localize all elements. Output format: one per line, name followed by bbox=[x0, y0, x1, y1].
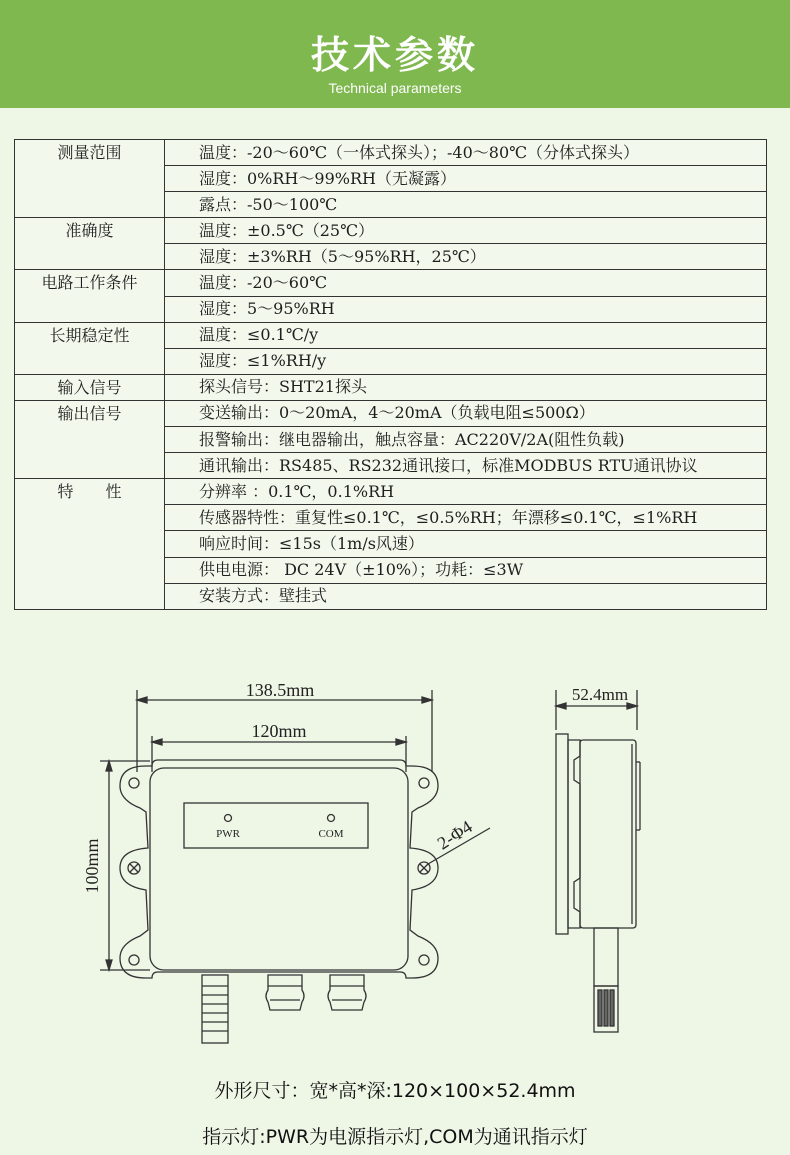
mount-hole bbox=[419, 955, 429, 965]
parameter-category: 输入信号 bbox=[15, 374, 165, 400]
parameter-value: 供电电源： DC 24V（±10%）；功耗：≤3W bbox=[165, 557, 767, 583]
arrowhead bbox=[106, 761, 112, 771]
dim-label-overall: 138.5mm bbox=[245, 680, 315, 700]
arrowhead bbox=[152, 739, 162, 745]
table-row bbox=[15, 479, 767, 505]
parameter-value: 变送输出：0～20mA，4～20mA（负载电阻≤500Ω） bbox=[165, 400, 767, 426]
parameter-value: 探头信号：SHT21探头 bbox=[165, 374, 767, 400]
enclosure-front-panel bbox=[150, 768, 408, 970]
parameter-category: 特 性 bbox=[15, 479, 165, 609]
parameter-value: 温度：≤0.1℃/y bbox=[165, 322, 767, 348]
parameter-value: 响应时间：≤15s（1m/s风速） bbox=[165, 531, 767, 557]
parameter-value: 分辨率 ：0.1℃，0.1%RH bbox=[165, 479, 767, 505]
arrowhead bbox=[422, 697, 432, 703]
dim-label-inner: 120mm bbox=[251, 721, 307, 741]
arrowhead bbox=[396, 739, 406, 745]
indicator-caption: 指示灯:PWR为电源指示灯,COM为通讯指示灯 bbox=[202, 1126, 588, 1148]
side-base-plate bbox=[556, 734, 568, 934]
header-banner bbox=[0, 0, 790, 108]
parameter-category: 长期稳定性 bbox=[15, 322, 165, 374]
led-pwr-label: PWR bbox=[216, 828, 240, 840]
parameter-value: 温度：-20～60℃ bbox=[165, 270, 767, 296]
parameter-value: 传感器特性：重复性≤0.1℃，≤0.5%RH；年漂移≤0.1℃，≤1%RH bbox=[165, 505, 767, 531]
parameter-value: 湿度：5～95%RH bbox=[165, 296, 767, 322]
cable-gland bbox=[266, 975, 304, 1010]
table-row bbox=[15, 270, 767, 296]
enclosure-outline bbox=[120, 760, 438, 978]
parameter-category: 准确度 bbox=[15, 218, 165, 270]
table-row bbox=[15, 400, 767, 426]
page-subtitle: Technical parameters bbox=[328, 80, 462, 96]
arrowhead bbox=[137, 697, 147, 703]
parameter-value: 通讯输出：RS485、RS232通讯接口，标准MODBUS RTU通讯协议 bbox=[165, 453, 767, 479]
mount-hole bbox=[419, 778, 429, 788]
led-pwr-indicator bbox=[225, 815, 232, 822]
parameter-category: 输出信号 bbox=[15, 400, 165, 478]
parameter-value: 湿度：≤1%RH/y bbox=[165, 348, 767, 374]
dimension-drawing bbox=[0, 660, 790, 1055]
parameter-value: 湿度：0%RH～99%RH（无凝露） bbox=[165, 166, 767, 192]
cable-gland bbox=[328, 975, 366, 1010]
parameter-value: 露点：-50～100℃ bbox=[165, 192, 767, 218]
led-com-indicator bbox=[328, 815, 335, 822]
side-probe-stem bbox=[594, 928, 618, 986]
parameter-value: 湿度：±3%RH（5～95%RH，25℃） bbox=[165, 244, 767, 270]
mount-hole bbox=[129, 778, 139, 788]
side-ear-profile bbox=[568, 740, 580, 928]
parameter-table bbox=[14, 139, 767, 610]
mount-hole bbox=[129, 955, 139, 965]
arrowhead bbox=[106, 960, 112, 970]
arrowhead bbox=[627, 703, 637, 709]
parameter-value: 安装方式：壁挂式 bbox=[165, 583, 767, 609]
table-row bbox=[15, 322, 767, 348]
dim-label-depth: 52.4mm bbox=[571, 685, 629, 704]
parameter-value: 温度：-20～60℃（一体式探头）；-40～80℃（分体式探头） bbox=[165, 140, 767, 166]
arrowhead bbox=[556, 703, 566, 709]
page-title: 技术参数 bbox=[310, 33, 479, 77]
probe-body bbox=[202, 975, 228, 1043]
table-row bbox=[15, 218, 767, 244]
side-enclosure bbox=[580, 740, 636, 928]
parameter-value: 报警输出：继电器输出，触点容量：AC220V/2A(阻性负载) bbox=[165, 427, 767, 453]
parameter-category: 测量范围 bbox=[15, 140, 165, 218]
table-row bbox=[15, 374, 767, 400]
table-row bbox=[15, 140, 767, 166]
dim-label-height: 100mm bbox=[82, 838, 102, 894]
parameter-category: 电路工作条件 bbox=[15, 270, 165, 322]
hole-label: 2-Φ4 bbox=[433, 816, 476, 854]
dimensions-caption: 外形尺寸：宽*高*深:120×100×52.4mm bbox=[214, 1080, 576, 1102]
led-com-label: COM bbox=[318, 828, 344, 840]
parameter-value: 温度：±0.5℃（25℃） bbox=[165, 218, 767, 244]
display-window bbox=[184, 803, 368, 848]
